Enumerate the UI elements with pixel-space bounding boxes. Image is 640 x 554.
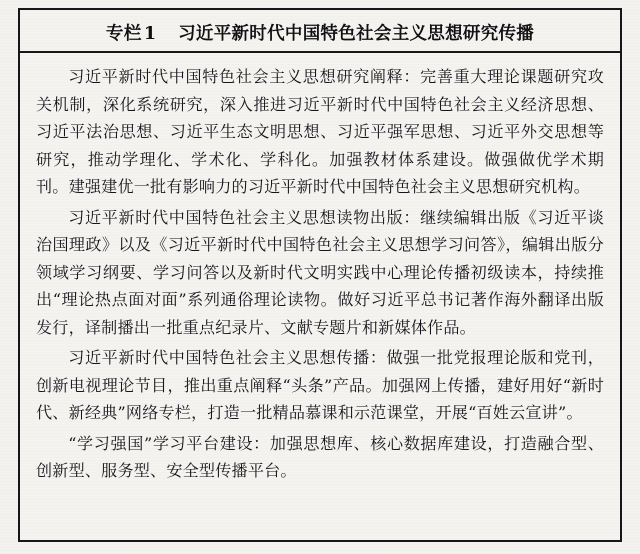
paragraph: 习近平新时代中国特色社会主义思想读物出版：继续编辑出版《习近平谈治国理政》以及《习近平新时代中国特色社会主义思想学习问答》，编辑出版分领域学习纲要、学习问答以及新时代文明实践中心理论传播初级读本，持续推出“理论热点面对面”系列通俗理论读物。做好习近平总书记著作海外翻译出版发行，译制播出一批重点纪录片、文献专题片和新媒体作品。 bbox=[36, 207, 604, 337]
header-number: 1 bbox=[143, 24, 157, 44]
header-title: 习近平新时代中国特色社会主义思想研究传播 bbox=[178, 24, 535, 44]
paragraph: 习近平新时代中国特色社会主义思想研究阐释：完善重大理论课题研究攻关机制，深化系统研究，深入推进习近平新时代中国特色社会主义经济思想、习近平法治思想、习近平生态文明思想、习近平强军思想、习近平外交思想等研究，推动学理化、学术化、学科化。加强教材体系建设。做强做优学术期刊。建强建优一批有影响力的习近平新时代中国特色社会主义思想研究机构。 bbox=[36, 67, 604, 196]
box-body bbox=[20, 53, 620, 485]
paragraph: 习近平新时代中国特色社会主义思想传播：做强一批党报理论版和党刊，创新电视理论节目，推出重点阐释“头条”产品。加强网上传播，建好用好“新时代、新经典”网络专栏，打造一批精品慕课和示范课堂，开展“百姓云宣讲”。 bbox=[36, 348, 604, 422]
box-header bbox=[20, 10, 620, 53]
paragraph: “学习强国”学习平台建设：加强思想库、核心数据库建设，打造融合型、创新型、服务型、安全型传播平台。 bbox=[36, 433, 604, 480]
header-label: 专栏 bbox=[105, 24, 142, 44]
content-box bbox=[18, 8, 622, 542]
